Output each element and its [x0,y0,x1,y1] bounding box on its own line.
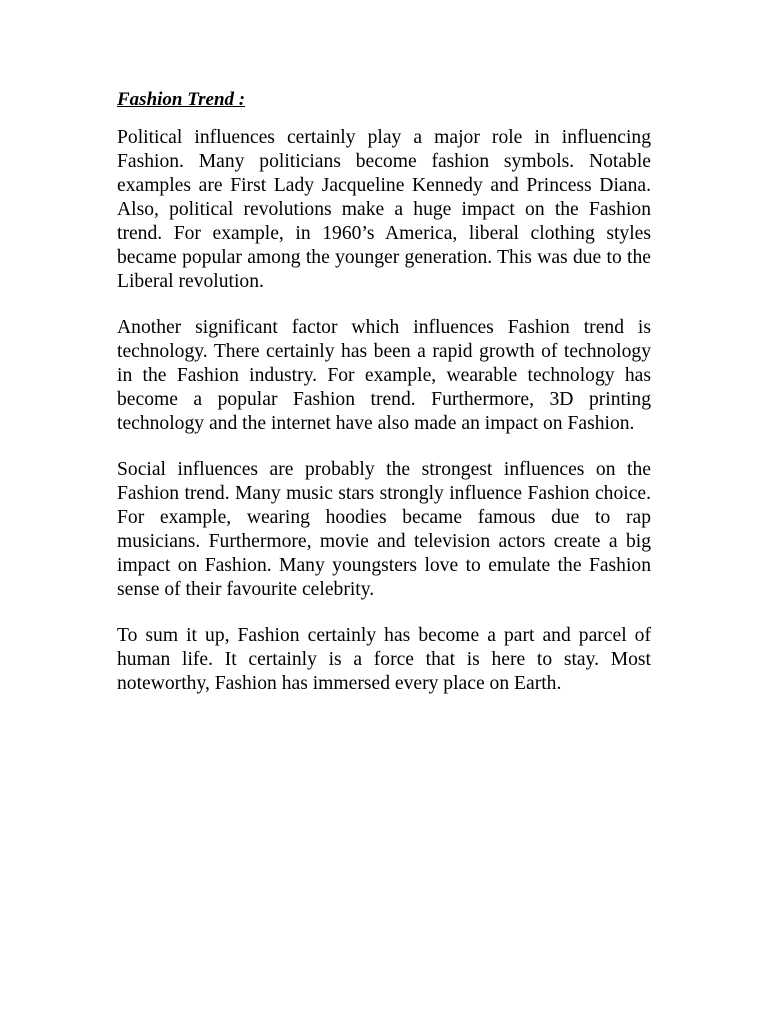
document-page [117,86,651,718]
paragraph-conclusion: To sum it up, Fashion certainly has become a part and parcel of human life. It certainly is a force that is here to stay. Most noteworthy, Fashion has immersed every place on Earth. [117,625,651,694]
paragraph-social-influences: Social influences are probably the strongest influences on the Fashion trend. Many music stars strongly influence Fashion choice. For example, wearing hoodies became famous due to rap musicians. Furthermore, movie and television actors create a big impact on Fashion. Many youngsters love to emulate the Fashion sense of their favourite celebrity. [117,459,651,600]
document-heading: Fashion Trend : [117,89,246,110]
paragraph-political-influences: Political influences certainly play a major role in influencing Fashion. Many politicians become fashion symbols. Notable examples are First Lady Jacqueline Kennedy and Princess Diana. Also, political revolutions make a huge impact on the Fashion trend. For example, in 1960’s America, liberal clothing styles became popular among the younger generation. This was due to the Liberal revolution. [117,127,651,292]
paragraph-technology: Another significant factor which influences Fashion trend is technology. There certainly has been a rapid growth of technology in the Fashion industry. For example, wearable technology has become a popular Fashion trend. Furthermore, 3D printing technology and the internet have also made an impact on Fashion. [117,317,651,434]
